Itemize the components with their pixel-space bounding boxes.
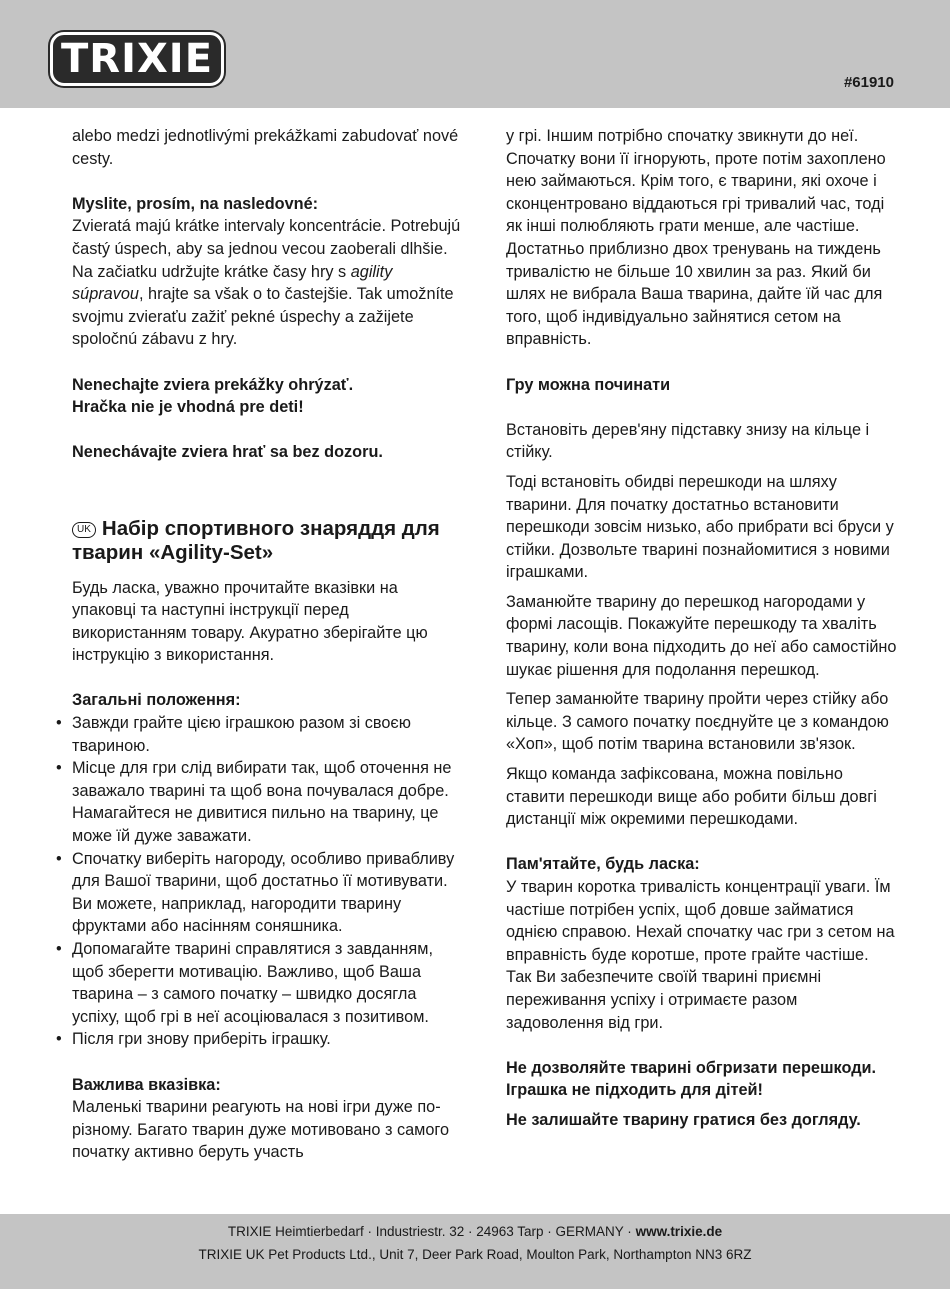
list-item: • Завжди грайте цією іграшкою разом зі своєю твариною. (72, 712, 464, 757)
trixie-logo: TRIXIE (50, 32, 224, 86)
list-item: • Допомагайте тварині справлятися з завданням, щоб зберегти мотивацію. Важливо, щоб Ваша тварина – з самого початку – швидко досягла успіху, щоб грі в неї асоціювалася з позитивом. (72, 938, 464, 1028)
right-column (506, 125, 898, 1132)
left-column (72, 125, 464, 1164)
uk-paragraph-3: Тоді встановіть обидві перешкоди на шляху тварини. Для початку достатньо встановити перешкоди зовсім низько, або прибрати всі бруси у стійки. Дозвольте тварині познайомитися з новими іграшками. (506, 472, 894, 582)
footer-line-2: TRIXIE UK Pet Products Ltd., Unit 7, Deer Park Road, Moulton Park, Northampton NN3 6RZ (198, 1247, 752, 1262)
uk-paragraph-5: Тепер заманюйте тварину пройти через стійку або кільце. З самого початку поєднуйте це з командою «Хоп», щоб потім тварина встановили зв'язок. (506, 690, 889, 754)
list-item: • Спочатку виберіть нагороду, особливо привабливу для Вашої тварини, щоб достатньо її мотивувати. Ви можете, наприклад, нагородити тварину фруктами або насінням соняшника. (72, 848, 464, 938)
uk-language-badge: UK (72, 522, 96, 538)
uk-warning-1: Не дозволяйте тварині обгризати перешкоди. (506, 1058, 877, 1077)
uk-general-heading: Загальні положення: (72, 691, 241, 710)
uk-remember-heading: Пам'ятайте, будь ласка: (506, 855, 700, 874)
sk-think-heading: Myslite, prosím, na nasledovné: (72, 194, 319, 213)
list-item: • Місце для гри слід вибирати так, щоб оточення не заважало тварині та щоб вона почувалася добре. Намагайтеся не дивитися пильно на тварину, це може їй дуже заважати. (72, 757, 464, 847)
sk-think-text-part2: , hrajte sa však o to častejšie. Tak umožníte svojmu zvieraťu zažiť pekné úspechy a zažijete spoločnú zábavu z hry. (72, 285, 454, 349)
sk-think-italic: agility súpravou (72, 262, 393, 304)
sk-warning-2: Hračka nie je vhodná pre deti! (72, 398, 304, 417)
uk-title-text: Набір спортивного знаряддя для тварин «Agility-Set» (72, 516, 440, 564)
uk-paragraph-7: У тварин коротка тривалість концентрації уваги. Їм частіше потрібен успіх, щоб довше займатися однією справою. Нехай спочатку час гри з сетом на вправність буде коротше, проте грайте частіше. Так Ви забезпечите своїй тварині приємні переживання успіху і отримаєте разом задоволення від гри. (506, 878, 895, 1032)
sk-intro: alebo medzi jednotlivými prekážkami zabudovať nové cesty. (72, 127, 459, 168)
page-header (0, 0, 950, 108)
uk-important-text: Маленькі тварини реагують на нові ігри дуже по-різному. Багато тварин дуже мотивовано з самого початку активно беруть участь (72, 1098, 450, 1162)
list-item: • Після гри знову приберіть іграшку. (72, 1028, 464, 1051)
uk-general-list (72, 712, 464, 1051)
uk-start-heading: Гру можна починати (506, 375, 671, 394)
uk-paragraph-4: Заманюйте тварину до перешкод нагородами у формі ласощів. Покажуйте перешкоду та хваліть тварину, коли вона підходить до неї або самостійно шукає рішення для подолання перешкод. (506, 592, 897, 679)
uk-paragraph-2: Встановіть дерев'яну підставку знизу на кільце і стійку. (506, 420, 870, 462)
article-number: #61910 (843, 74, 894, 91)
uk-section-title (72, 517, 464, 565)
sk-warning-1: Nenechajte zviera prekážky ohrýzať. (72, 375, 354, 394)
footer-address-de: TRIXIE Heimtierbedarf · Industriestr. 32 · 24963 Tarp · GERMANY · (227, 1224, 636, 1239)
footer-website-link[interactable]: www.trixie.de (635, 1224, 723, 1239)
footer-line-1 (0, 1220, 950, 1243)
sk-warning-3: Nenechávajte zviera hrať sa bez dozoru. (72, 443, 383, 462)
uk-intro: Будь ласка, уважно прочитайте вказівки на упаковці та наступні інструкції перед використанням товару. Акуратно зберігайте цю інструкцію з використання. (72, 578, 428, 665)
sk-think-text-part1: Zvieratá majú krátke intervaly koncentrácie. Potrebujú častý úspech, aby sa jednou vecou zaoberali dlhšie. Na začiatku udržujte krátke časy hry s (72, 217, 461, 281)
uk-important-heading: Важлива вказівка: (72, 1075, 221, 1094)
uk-warning-2: Іграшка не підходить для дітей! (506, 1081, 763, 1100)
uk-paragraph-6: Якщо команда зафіксована, можна повільно ставити перешкоди вище або робити більш довгі дистанції між окремими перешкодами. (506, 765, 877, 829)
page-footer (0, 1214, 950, 1289)
uk-warning-3: Не залишайте тварину гратися без догляду. (506, 1110, 861, 1129)
uk-paragraph-1: у грі. Іншим потрібно спочатку звикнути до неї. Спочатку вони її ігнорують, проте потім захоплено нею займаються. Крім того, є тварини, які охоче і сконцентровано віддаються грі тривалий час, тоді як інші полюбляють грати менше, але частіше. Достатньо приблизно двох тренувань на тиждень тривалістю не більше 10 хвилин за раз. Який би шлях не вибрала Ваша тварина, дайте їй час для того, щоб індивідуально зайнятися сетом на вправність. (506, 127, 886, 349)
sk-think-text (72, 215, 464, 351)
